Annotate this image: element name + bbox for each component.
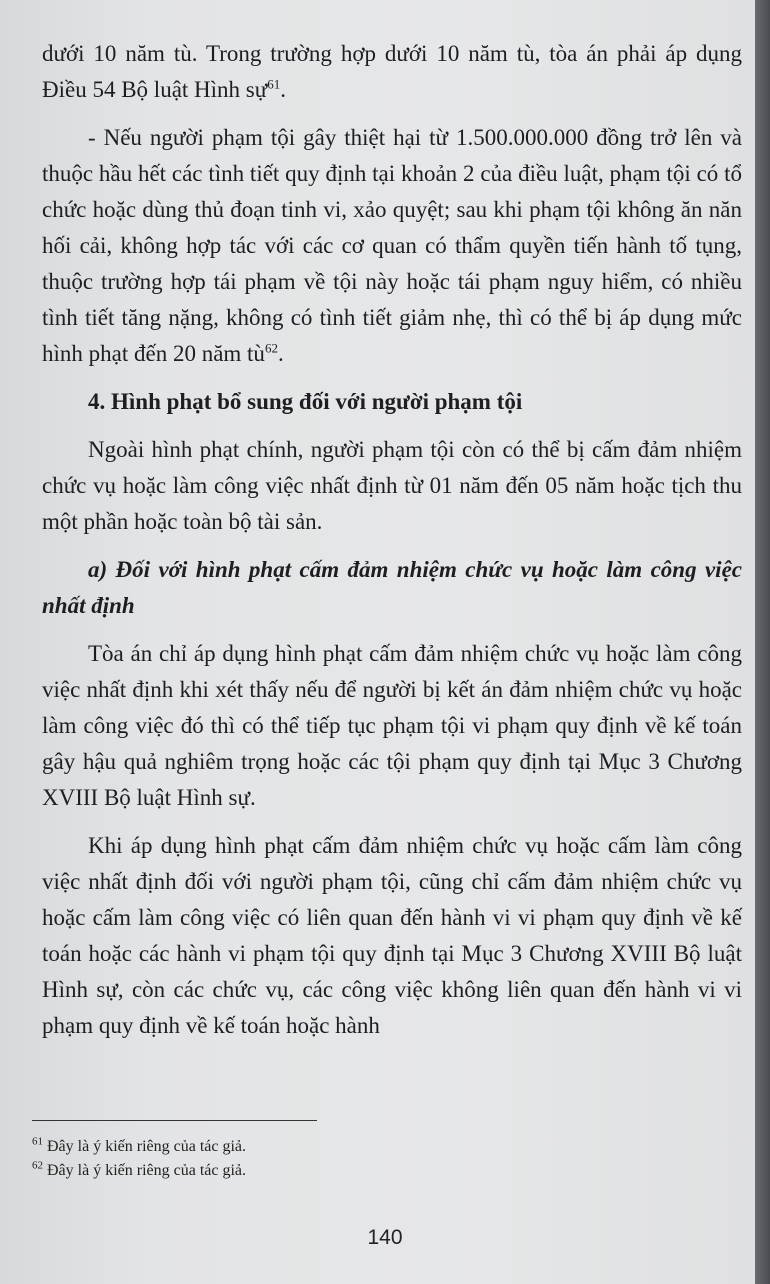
page-number: 140: [367, 1226, 403, 1249]
subsection-heading: a) Đối với hình phạt cấm đảm nhiệm chức vụ hoặc làm công việc nhất định: [42, 557, 742, 618]
body-text: [42, 36, 742, 1044]
paragraph-2: - Nếu người phạm tội gây thiệt hại từ 1.500.000.000 đồng trở lên và thuộc hầu hết các tình tiết quy định tại khoản 2 của điều luật, phạm tội có tổ chức hoặc dùng thủ đoạn tinh vi, xảo quyệt; sau khi phạm tội không ăn năn hối cải, không hợp tác với các cơ quan có thẩm quyền tiến hành tố tụng, thuộc trường hợp tái phạm về tội này hoặc tái phạm nguy hiểm, có nhiều tình tiết tăng nặng, không có tình tiết giảm nhẹ, thì có thể bị áp dụng mức hình phạt đến 20 năm $tù^{62}$.: [42, 125, 742, 366]
book-edge: [755, 0, 770, 1284]
footnote-61: $^{61}$ Đây là ý kiến riêng của tác giả.: [32, 1135, 247, 1155]
footnote-separator: [32, 1120, 317, 1121]
footnote-ref-61: 61: [267, 76, 281, 92]
paragraph-4: Tòa án chỉ áp dụng hình phạt cấm đảm nhiệm chức vụ hoặc làm công việc nhất định khi xét thấy nếu để người bị kết án đảm nhiệm chức vụ hoặc làm công việc đó thì có thể tiếp tục phạm tội vi phạm quy định về kế toán gây hậu quả nghiêm trọng hoặc các tội phạm quy định tại Mục 3 Chương XVIII Bộ luật Hình sự.: [42, 641, 742, 810]
footnote-ref-62: 62: [264, 340, 278, 356]
paragraph-3: Ngoài hình phạt chính, người phạm tội còn có thể bị cấm đảm nhiệm chức vụ hoặc làm công việc nhất định từ 01 năm đến 05 năm hoặc tịch thu một phần hoặc toàn bộ tài sản.: [42, 437, 742, 534]
section-heading: 4. Hình phạt bổ sung đối với người phạm tội: [88, 389, 523, 414]
paragraph-1: dưới 10 năm tù. Trong trường hợp dưới 10 năm tù, tòa án phải áp dụng Điều 54 Bộ luật Hình sự$^{61}$.: [42, 41, 742, 102]
footnotes: [32, 1135, 632, 1183]
paragraph-5: Khi áp dụng hình phạt cấm đảm nhiệm chức vụ hoặc cấm làm công việc nhất định đối với người phạm tội, cũng chỉ cấm đảm nhiệm chức vụ hoặc cấm làm công việc có liên quan đến hành vi vi phạm quy định về kế toán hoặc các hành vi phạm tội quy định tại Mục 3 Chương XVIII Bộ luật Hình sự, còn các chức vụ, các công việc không liên quan đến hành vi vi phạm quy định về kế toán hoặc hành: [42, 833, 742, 1038]
footnote-62: $^{62}$ Đây là ý kiến riêng của tác giả.: [32, 1159, 247, 1179]
